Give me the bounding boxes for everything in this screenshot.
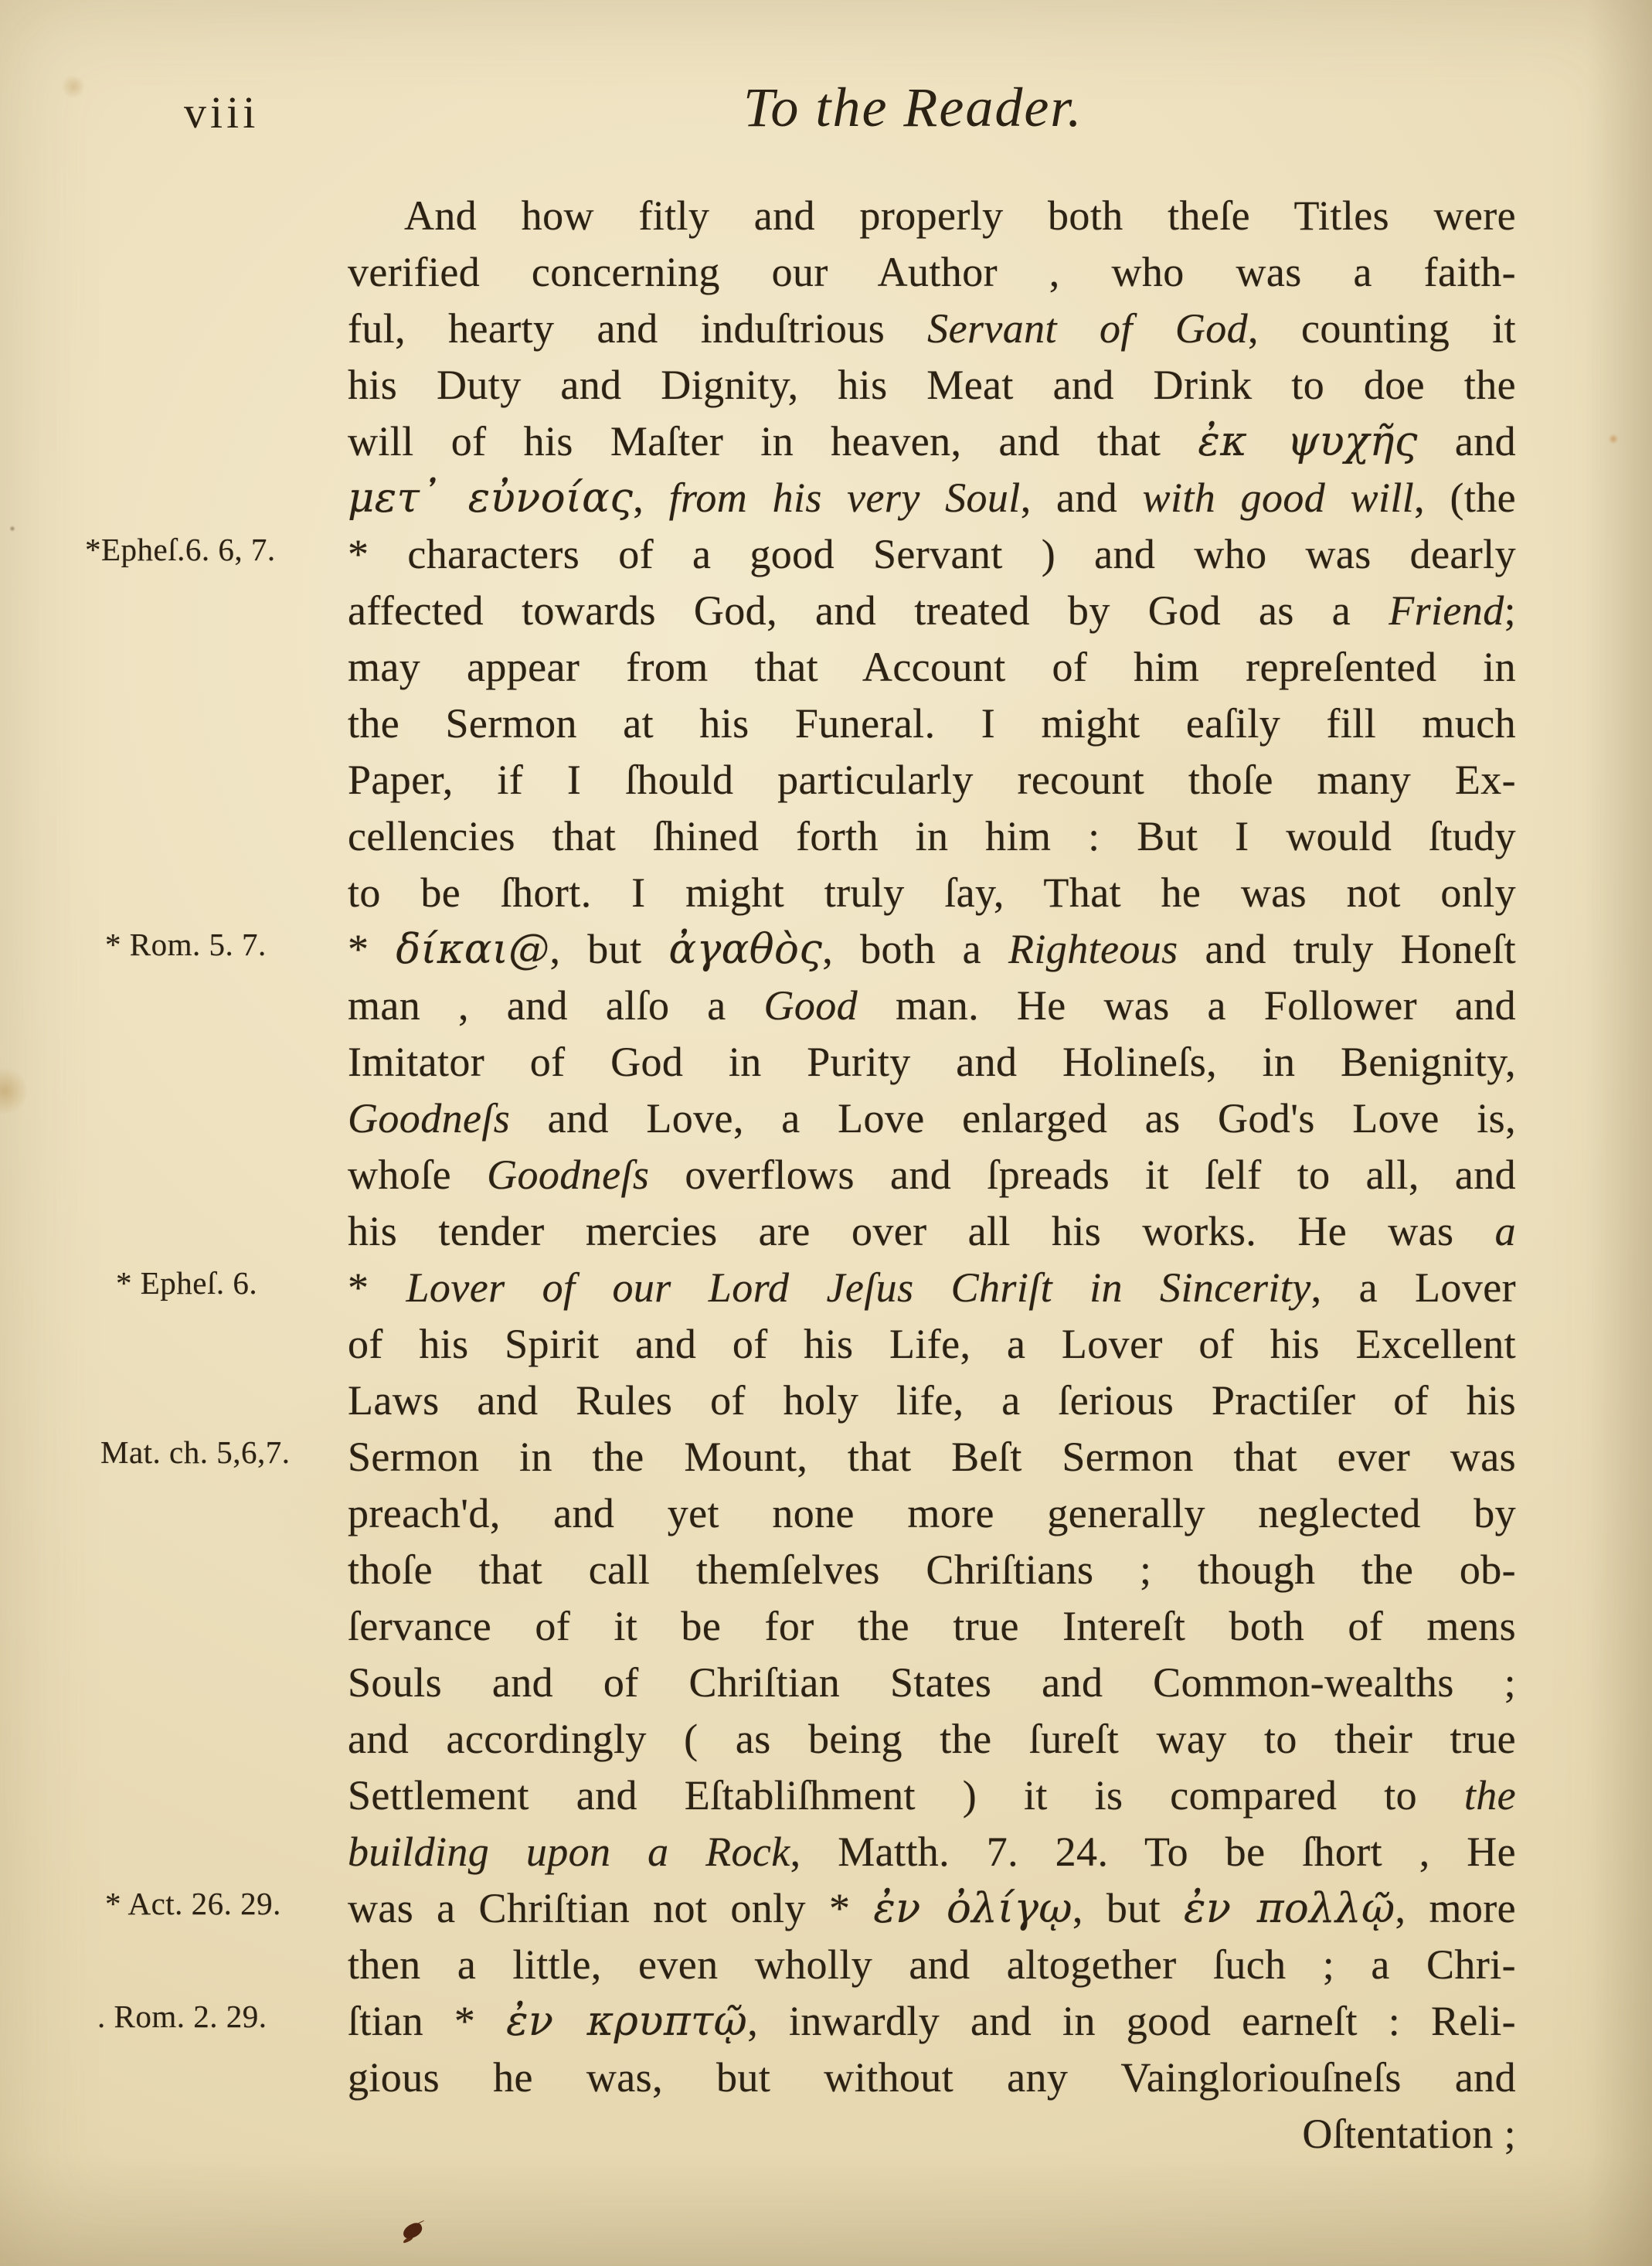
greek-text: μετ᾽ εὐνοίας bbox=[348, 475, 634, 522]
text-line bbox=[348, 1034, 1516, 1090]
roman-text: and truly Honeſt bbox=[1178, 926, 1516, 972]
roman-text: , both a bbox=[822, 926, 1009, 972]
text-line bbox=[348, 301, 1516, 357]
roman-text: Souls and of Chriſtian States and Common-wealths ; bbox=[348, 1659, 1516, 1706]
roman-text: , (the bbox=[1414, 475, 1516, 521]
roman-text: , more bbox=[1395, 1885, 1517, 1931]
text-line bbox=[348, 1260, 1516, 1316]
text-line bbox=[348, 526, 1516, 583]
italic-text: Good bbox=[763, 982, 858, 1029]
roman-text: then a little, even wholly and altogether ſuch ; a Chri- bbox=[348, 1941, 1516, 1988]
roman-text: , a Lover bbox=[1310, 1264, 1516, 1311]
margin-note: * Act. 26. 29. bbox=[105, 1886, 281, 1921]
roman-text: * characters of a good Servant ) and who was dearly bbox=[348, 531, 1516, 577]
roman-text: , bbox=[633, 475, 669, 521]
roman-text: and accordingly ( as being the ſureſt way to their true bbox=[348, 1716, 1516, 1762]
margin-note: *Epheſ.6. 6, 7. bbox=[85, 532, 276, 567]
roman-text: ful, hearty and induſtrious bbox=[348, 305, 928, 352]
roman-text: * bbox=[348, 1264, 406, 1311]
roman-text: will of his Maſter in heaven, and that bbox=[348, 418, 1198, 464]
italic-text: the bbox=[1463, 1772, 1516, 1819]
text-line bbox=[348, 1203, 1516, 1260]
text-line bbox=[348, 1090, 1516, 1147]
text-line bbox=[348, 2106, 1516, 2162]
roman-text: his Duty and Dignity, his Meat and Drink to doe the bbox=[348, 362, 1516, 408]
roman-text: ſervance of it be for the true Intereſt both of mens bbox=[348, 1603, 1516, 1649]
roman-text: , inwardly and in good earneſt : Reli- bbox=[747, 1998, 1516, 2044]
roman-text: Imitator of God in Purity and Holineſs, in Benignity, bbox=[348, 1039, 1516, 1085]
text-line bbox=[348, 978, 1516, 1034]
text-line bbox=[348, 1542, 1516, 1598]
roman-text: cellencies that ſhined forth in him : But I would ſtudy bbox=[348, 813, 1516, 859]
text-line bbox=[348, 1937, 1516, 1993]
text-line bbox=[348, 244, 1516, 301]
italic-text: Lover of our Lord Jeſus Chriſt in Sincerity bbox=[406, 1264, 1311, 1311]
text-line bbox=[348, 1147, 1516, 1203]
roman-text: Paper, if I ſhould particularly recount thoſe many Ex- bbox=[348, 757, 1516, 803]
italic-text: with good will bbox=[1142, 475, 1415, 521]
roman-text: Sermon in the Mount, that Beſt Sermon that ever was bbox=[348, 1434, 1516, 1480]
roman-text: may appear from that Account of him repreſented in bbox=[348, 644, 1516, 690]
page-number: viii bbox=[184, 87, 260, 138]
text-line bbox=[348, 696, 1516, 752]
roman-text: man , and alſo a bbox=[348, 982, 764, 1029]
roman-text: ; bbox=[1504, 587, 1516, 634]
body-text-block bbox=[348, 188, 1516, 2162]
roman-text: thoſe that call themſelves Chriſtians ; though the ob- bbox=[348, 1546, 1516, 1593]
running-title: To the Reader. bbox=[743, 77, 1083, 138]
text-line bbox=[348, 1429, 1516, 1485]
roman-text: ſtian * bbox=[348, 1998, 507, 2044]
italic-text: a bbox=[1494, 1208, 1516, 1254]
roman-text: preach'd, and yet none more generally neglected by bbox=[348, 1490, 1516, 1536]
margin-note: * Epheſ. 6. bbox=[116, 1265, 258, 1301]
roman-text: man. He was a Follower and bbox=[858, 982, 1516, 1029]
roman-text: , but bbox=[549, 926, 669, 972]
ink-speck bbox=[401, 2220, 425, 2240]
text-line bbox=[348, 413, 1516, 470]
roman-text: gious he was, but without any Vaingloriouſneſs and bbox=[348, 2054, 1516, 2101]
greek-text: ἀγαθὸς bbox=[668, 926, 823, 973]
greek-text: δίκαι@ bbox=[396, 926, 550, 973]
text-line bbox=[348, 639, 1516, 696]
roman-text: , counting it bbox=[1248, 305, 1516, 352]
margin-note: Mat. ch. 5,6,7. bbox=[100, 1434, 291, 1470]
text-line bbox=[348, 1655, 1516, 1711]
greek-text: ἐν ὀλίγῳ bbox=[873, 1885, 1072, 1932]
roman-text: of his Spirit and of his Life, a Lover of his Excellent bbox=[348, 1321, 1516, 1367]
text-line bbox=[348, 752, 1516, 808]
roman-text: Laws and Rules of holy life, a ſerious Practiſer of his bbox=[348, 1377, 1516, 1424]
text-line bbox=[348, 1824, 1516, 1880]
greek-text: ἐκ ψυχῆς bbox=[1198, 418, 1418, 465]
text-line bbox=[348, 1316, 1516, 1373]
roman-text: , Matth. 7. 24. To be ſhort , He bbox=[790, 1829, 1517, 1875]
italic-text: building upon a Rock bbox=[348, 1829, 790, 1875]
roman-text: * bbox=[348, 926, 396, 972]
roman-text: , and bbox=[1020, 475, 1143, 521]
margin-note: * Rom. 5. 7. bbox=[105, 927, 267, 962]
text-line bbox=[348, 583, 1516, 639]
text-line bbox=[348, 1880, 1516, 1937]
text-line bbox=[348, 808, 1516, 865]
roman-text: , but bbox=[1072, 1885, 1185, 1931]
roman-text: whoſe bbox=[348, 1152, 488, 1198]
text-line bbox=[348, 357, 1516, 413]
roman-text: and Love, a Love enlarged as God's Love is, bbox=[510, 1095, 1516, 1142]
roman-text: was a Chriſtian not only * bbox=[348, 1885, 874, 1931]
italic-text: Righteous bbox=[1008, 926, 1178, 972]
text-line bbox=[348, 470, 1516, 526]
text-line bbox=[348, 1711, 1516, 1768]
roman-text: And how fitly and properly both theſe Titles were bbox=[404, 192, 1516, 239]
roman-text: the Sermon at his Funeral. I might eaſily fill much bbox=[348, 700, 1516, 747]
text-line bbox=[348, 921, 1516, 978]
roman-text: his tender mercies are over all his works. He was bbox=[348, 1208, 1495, 1254]
text-line bbox=[348, 2050, 1516, 2106]
roman-text: to be ſhort. I might truly ſay, That he was not only bbox=[348, 869, 1516, 916]
text-line bbox=[348, 1598, 1516, 1655]
text-line bbox=[348, 1768, 1516, 1824]
text-line bbox=[348, 188, 1516, 244]
text-line bbox=[348, 1485, 1516, 1542]
italic-text: Goodneſs bbox=[487, 1152, 650, 1198]
greek-text: ἐν πολλῷ bbox=[1184, 1885, 1395, 1932]
roman-text: affected towards God, and treated by God as a bbox=[348, 587, 1389, 634]
roman-text: and bbox=[1417, 418, 1516, 464]
text-line bbox=[348, 1993, 1516, 2050]
italic-text: Goodneſs bbox=[348, 1095, 511, 1142]
margin-note: . Rom. 2. 29. bbox=[97, 1999, 267, 2034]
italic-text: Friend bbox=[1389, 587, 1504, 634]
greek-text: ἐν κρυπτῷ bbox=[506, 1998, 748, 2045]
text-line bbox=[348, 1373, 1516, 1429]
roman-text: overflows and ſpreads it ſelf to all, and bbox=[649, 1152, 1516, 1198]
roman-text: Oſtentation ; bbox=[1302, 2111, 1516, 2157]
text-line bbox=[348, 865, 1516, 921]
roman-text: Settlement and Eſtabliſhment ) it is compared to bbox=[348, 1772, 1464, 1819]
italic-text: Servant of God bbox=[927, 305, 1249, 352]
roman-text: verified concerning our Author , who was a faith- bbox=[348, 249, 1516, 295]
italic-text: from his very Soul bbox=[668, 475, 1021, 521]
